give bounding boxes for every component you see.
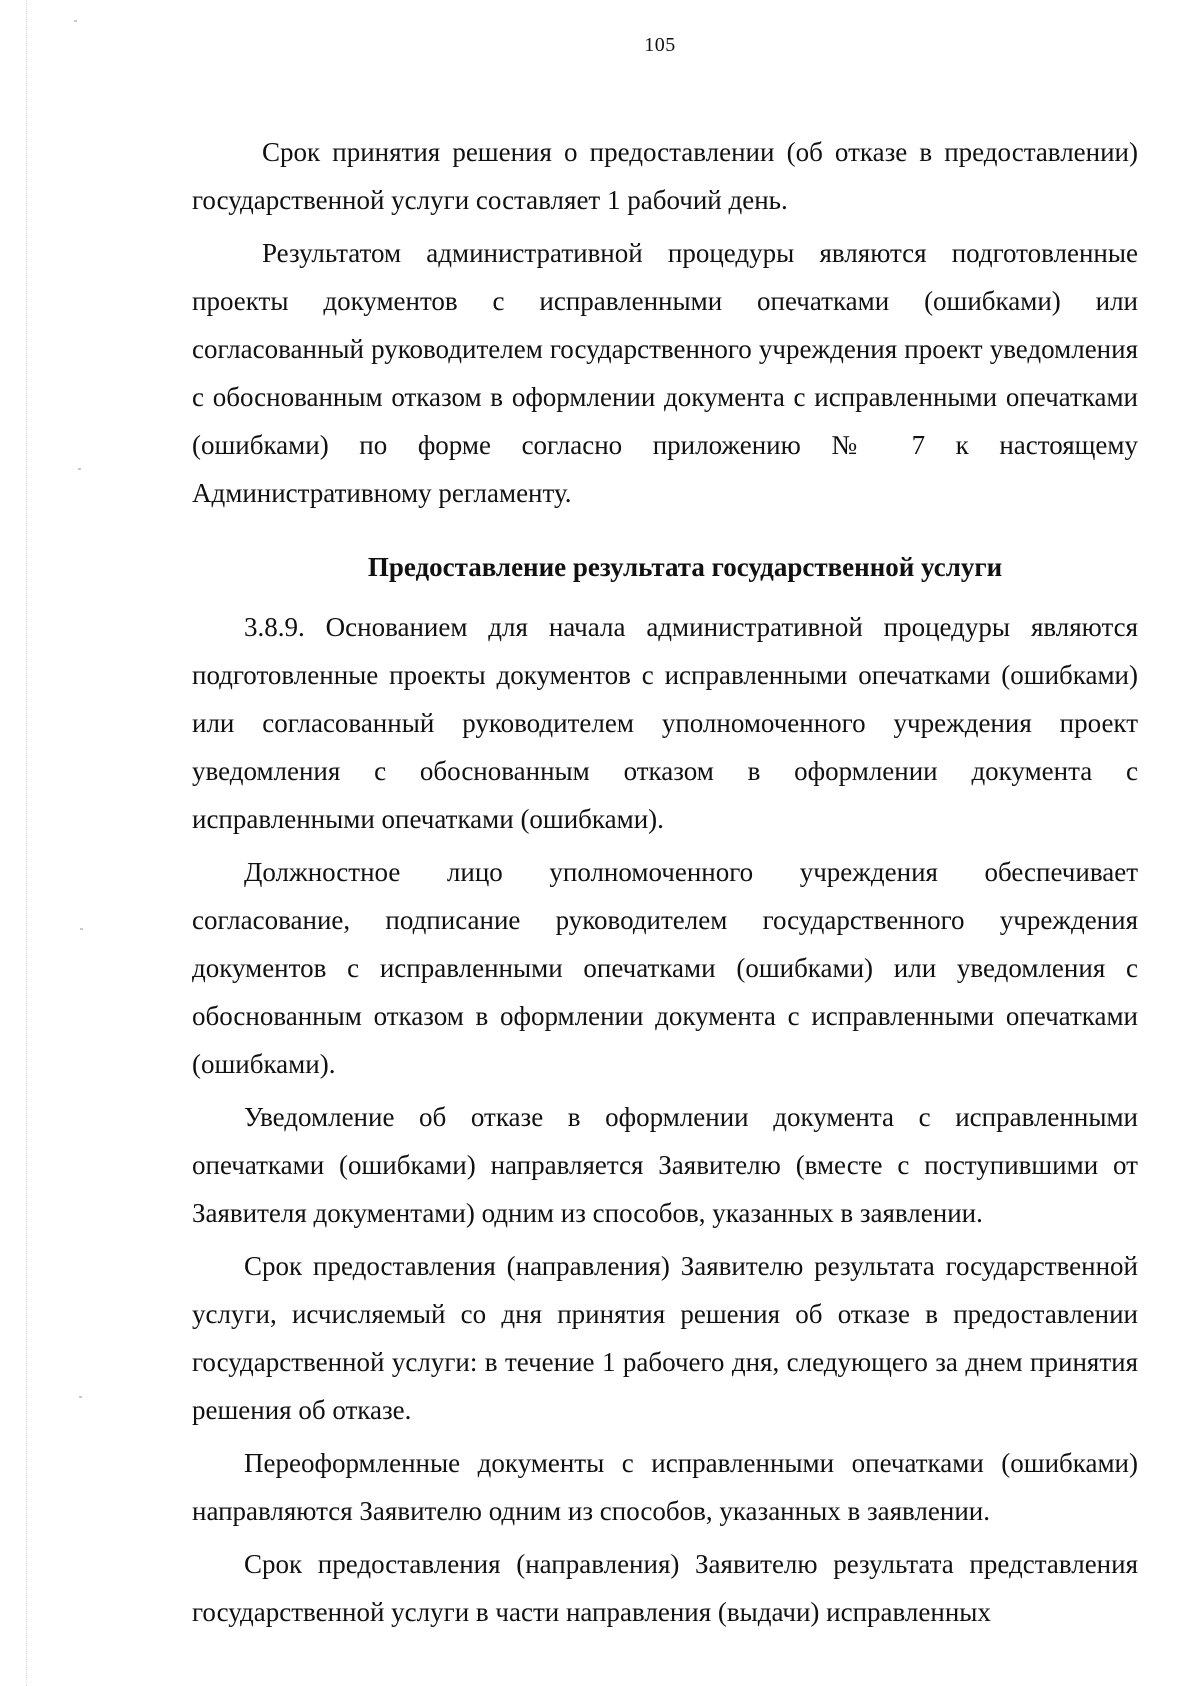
paragraph: Уведомление об отказе в оформлении документа с исправленными опечатками (ошибками) направляется Заявителю (вместе с поступившими от Заявителя документами) одним из способов, указанных в заявлении.: [192, 1102, 1138, 1228]
scan-speck: [78, 468, 81, 470]
paragraph: Переоформленные документы с исправленными опечатками (ошибками) направляются Заявителю одним из способов, указанных в заявлении.: [192, 1448, 1138, 1526]
page-number: 105: [644, 34, 676, 56]
scan-speck: [74, 20, 77, 22]
scan-speck: [79, 1396, 82, 1398]
paragraph: Должностное лицо уполномоченного учреждения обеспечивает согласование, подписание руководителем государственного учреждения документов с исправленными опечатками (ошибками) или уведомления с обоснованным отказом в оформлении документа с исправленными опечатками (ошибками).: [192, 857, 1138, 1079]
paragraph: Результатом административной процедуры являются подготовленные проекты документов с исправленными опечатками (ошибками) или согласованный руководителем государственного учреждения проект уведомления с обоснованным отказом в оформлении документа с исправленными опечатками (ошибками) по форме согласно приложению № 7 к настоящему Административному регламенту.: [192, 238, 1138, 508]
paragraph: Срок принятия решения о предоставлении (об отказе в предоставлении) государственной услуги составляет 1 рабочий день.: [192, 137, 1138, 215]
section-heading: Предоставление результата государственной услуги: [367, 552, 1003, 582]
paragraph: Срок предоставления (направления) Заявителю результата представления государственной услуги в части направления (выдачи) исправленных: [192, 1549, 1138, 1627]
scan-edge-marks: [26, 0, 29, 1686]
scan-speck: [80, 928, 83, 930]
document-body: [192, 128, 1138, 1636]
paragraph: Срок предоставления (направления) Заявителю результата государственной услуги, исчисляемый со дня принятия решения об отказе в предоставлении государственной услуги: в течение 1 рабочего дня, следующего за днем принятия решения об отказе.: [192, 1251, 1138, 1425]
paragraph: 3.8.9. Основанием для начала административной процедуры являются подготовленные проекты документов с исправленными опечатками (ошибками) или согласованный руководителем уполномоченного учреждения проект уведомления с обоснованным отказом в оформлении документа с исправленными опечатками (ошибками).: [192, 612, 1138, 834]
